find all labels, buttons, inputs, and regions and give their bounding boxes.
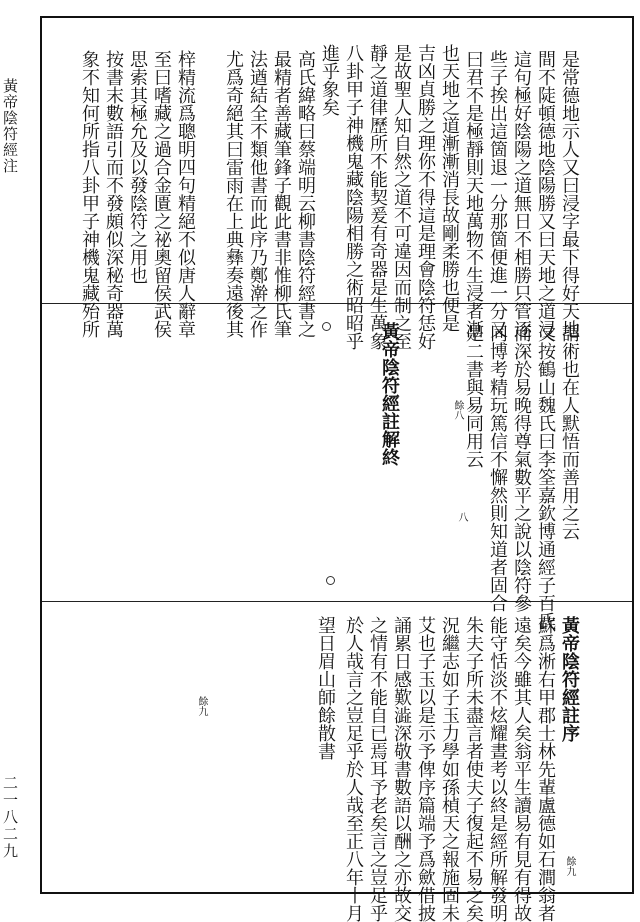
text-column: 況繼志如子玉力學如孫楨天之報施固未: [439, 616, 460, 922]
text-column: 吉凶貞勝之理你不得這是理會陰符恁好: [415, 44, 436, 350]
text-column: 靜之道律歷所不能契爰有奇器是生萬象: [367, 44, 388, 350]
signature-line: 望日眉山師餘散書: [315, 616, 336, 760]
margin-book-title: 黃帝陰符經注: [1, 78, 19, 174]
text-column: 最精者善藏筆鋒子觀此書非惟柳氏筆: [271, 50, 292, 338]
text-column: 間不陡頓德地陰陽勝又曰天地之道浸: [535, 50, 556, 338]
text-column: 謂術也在人默悟而善用之云: [559, 324, 580, 540]
text-column: 曰君不是極靜則天地萬物不生浸者漸: [463, 50, 484, 338]
margin-page-number: 二一八二九: [1, 775, 19, 860]
text-column: 象不知何所指八卦甲子神機鬼藏殆所: [79, 50, 100, 338]
text-column: 尤爲奇絕其曰雷雨在上典彝奏遠後其: [223, 50, 244, 338]
page-mark: 餘八: [452, 400, 463, 420]
text-column: 這句極好陰陽之道無日不相勝只管逐: [511, 50, 532, 338]
section-end-title: 黃帝陰符經註解終: [379, 322, 400, 466]
text-column: 是故聖人知自然之道不可違因而制之至: [391, 44, 412, 350]
circle-mark: [326, 576, 335, 585]
text-column: 是常德地示人又曰浸字最下得好天地: [559, 50, 580, 338]
text-column: 遠矣今雖其人矣翁平生讀易有見有得故: [511, 616, 532, 922]
text-column: 些子挨出這箇退一分那箇便進一分又: [487, 50, 508, 338]
text-column: 高氏緯略曰蔡端明云柳書陰符經書之: [295, 50, 316, 338]
text-column: 也天地之道漸漸消長故剛柔勝也便是: [439, 44, 460, 332]
text-column: 能守恬淡不炫耀晝考以終是經所解發明: [487, 616, 508, 922]
page-frame: [40, 16, 634, 922]
text-column: 而深於易晚得尊氣數平之說以陰符參: [511, 324, 532, 612]
text-column: 之情有不能自已焉耳予老矣言之豈足乎: [367, 616, 388, 922]
page-mark: 餘九: [196, 696, 207, 716]
page-mark: 八: [456, 512, 467, 522]
text-column: 蘇爲淅右甲郡士林先輩盧德如石澗翁者: [535, 616, 556, 922]
text-column: 法遒結全不類他書而此序乃鄭澣之作: [247, 50, 268, 338]
text-column: 又按鶴山魏氏曰李筌嘉欽博通經子百氏: [535, 324, 556, 630]
text-column: 是二書與易同用云: [463, 324, 484, 468]
text-column: 八卦甲子神機鬼藏陰陽相勝之術昭昭乎: [343, 44, 364, 350]
text-column: 按書末數語引而不發頗似深秘奇器萬: [103, 50, 124, 338]
text-column: 誦累日感歎澁深敬書數語以酬之亦故交: [391, 616, 412, 922]
text-column: 同博考精玩篤信不懈然則知道者固合: [487, 324, 508, 612]
text-column: 至曰嗜藏之過合金匱之祕奧留侯武侯: [151, 50, 172, 338]
text-column: 於人哉言之豈足乎於人哉至正八年十月: [343, 616, 364, 922]
page-mark: 餘九: [564, 856, 575, 876]
text-column: 進乎象矣: [319, 44, 340, 116]
text-column: 朱夫子所未盡言者使夫子復起不易之矣: [463, 616, 484, 922]
circle-mark: [322, 322, 331, 331]
text-column: 思索其極允及以發陰符之用也: [127, 50, 148, 284]
text-column: 梓精流爲聰明四句精絕不似唐人辭章: [175, 50, 196, 338]
preface-title: 黃帝陰符經註序: [559, 616, 580, 742]
text-column: 艾也子玉以是示予俾序篇端予爲歛借披: [415, 616, 436, 922]
